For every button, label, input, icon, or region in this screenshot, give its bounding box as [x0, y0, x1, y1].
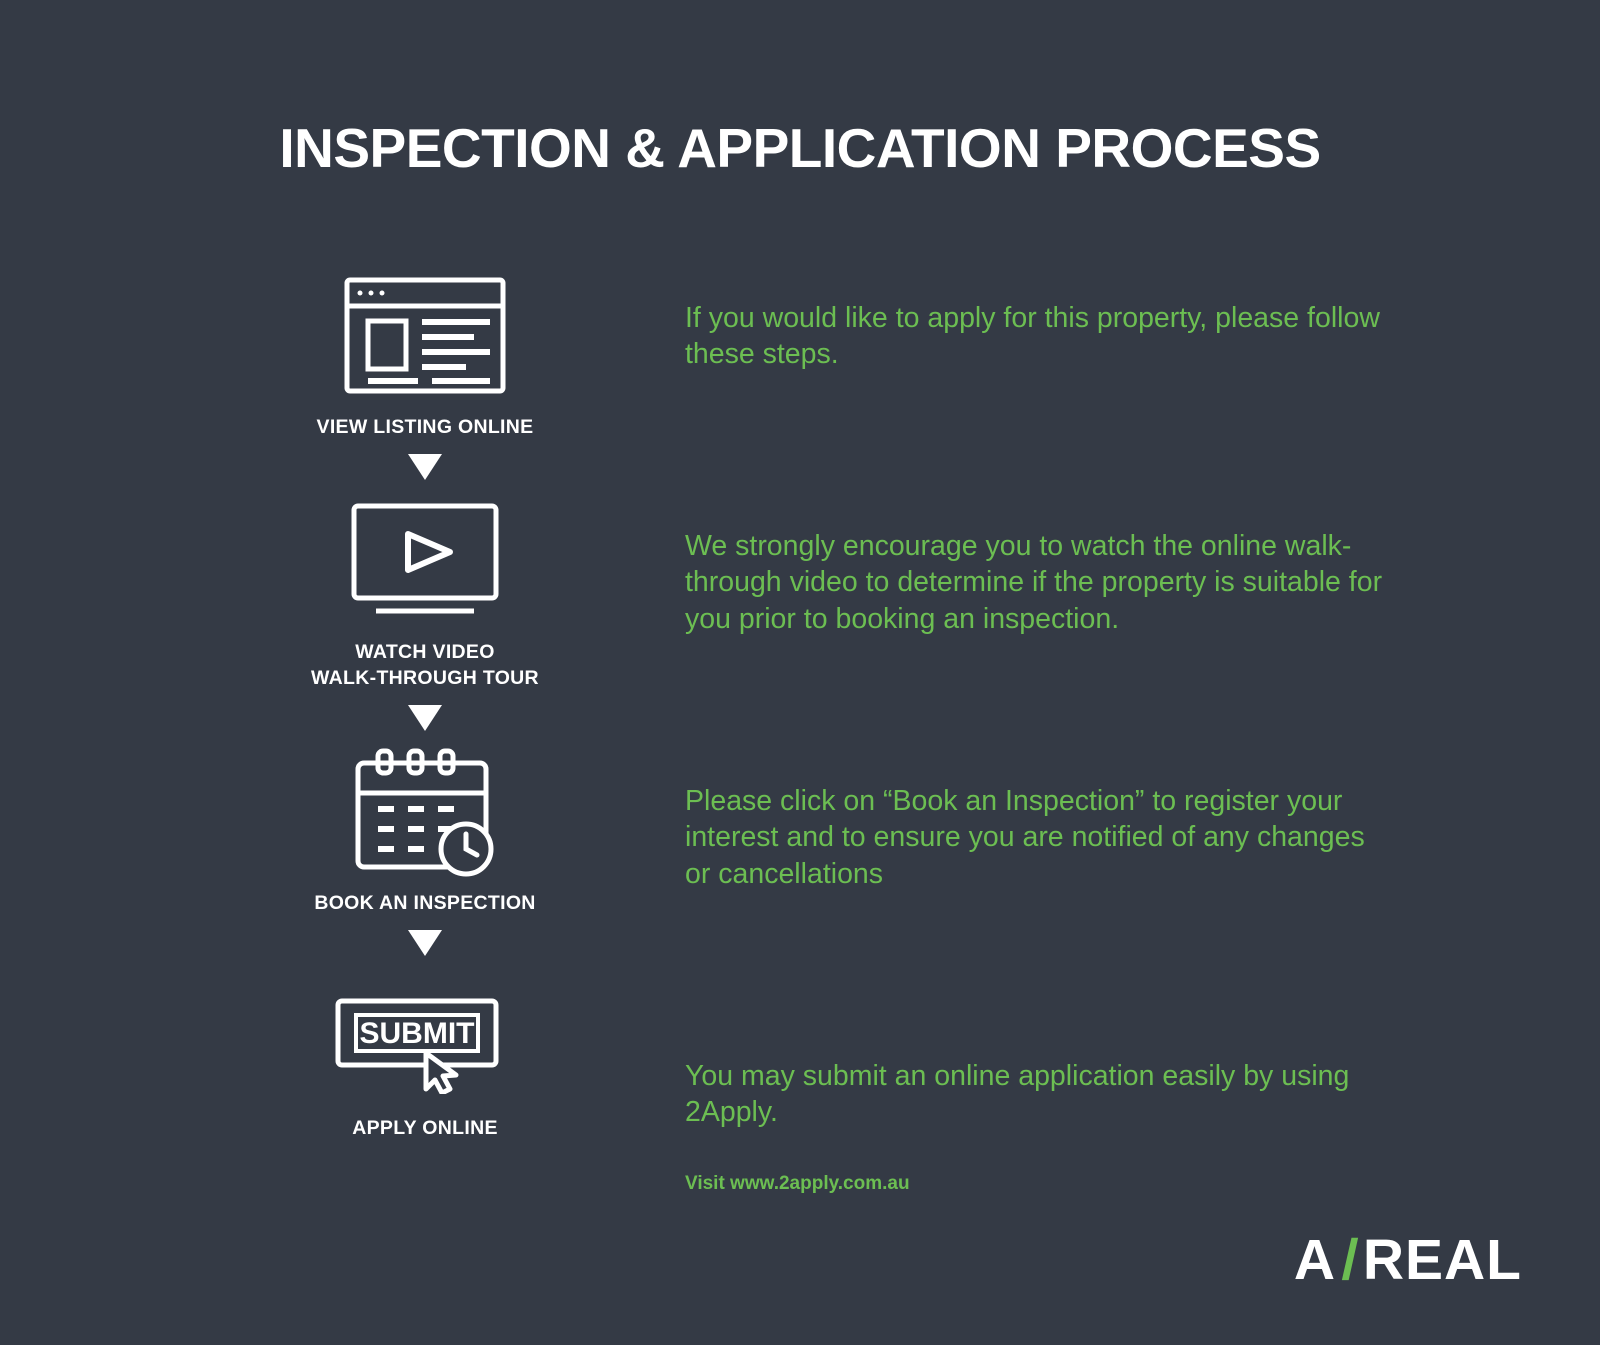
step-book-an-inspection — [230, 741, 620, 916]
step-label: APPLY ONLINE — [352, 1117, 498, 1140]
step-label: VIEW LISTING ONLINE — [316, 416, 534, 438]
calendar-clock-icon — [230, 741, 620, 881]
step-label-line-2: WALK-THROUGH TOUR — [311, 666, 539, 689]
description-apply-online: You may submit an online application easily by using 2Apply. — [685, 1060, 1350, 1129]
svg-text:SUBMIT: SUBMIT — [359, 1016, 475, 1050]
step-view-listing-online — [230, 265, 620, 440]
logo-letter-a: A — [1293, 1228, 1336, 1292]
description-book-inspection: Please click on “Book an Inspection” to register your interest and to ensure you are notified of any changes or cancellations — [685, 785, 1365, 890]
description-watch-video: We strongly encourage you to watch the online walk-through video to determine if the property is suitable for you prior to booking an inspection. — [685, 530, 1383, 635]
page-title: INSPECTION & APPLICATION PROCESS — [279, 117, 1321, 179]
arrow-down-icon-1 — [230, 454, 620, 480]
arrow-down-icon-2 — [230, 705, 620, 731]
description-view-listing: If you would like to apply for this property, please follow these steps. — [685, 302, 1380, 371]
submit-button-cursor-icon — [230, 966, 620, 1106]
logo-word-real: REAL — [1362, 1228, 1522, 1292]
step-apply-online — [230, 966, 620, 1141]
browser-listing-icon — [230, 265, 620, 405]
arrow-down-icon-3 — [230, 930, 620, 956]
logo-slash-icon: / — [1340, 1228, 1360, 1292]
step-label-line-1: WATCH VIDEO — [355, 641, 495, 664]
step-label — [230, 640, 620, 691]
step-watch-video — [230, 490, 620, 691]
visit-website-line[interactable]: Visit www.2apply.com.au — [685, 1173, 910, 1194]
steps-column — [230, 265, 620, 1142]
step-label: BOOK AN INSPECTION — [314, 892, 536, 915]
brand-logo — [1294, 1227, 1522, 1293]
video-player-icon — [230, 490, 620, 630]
